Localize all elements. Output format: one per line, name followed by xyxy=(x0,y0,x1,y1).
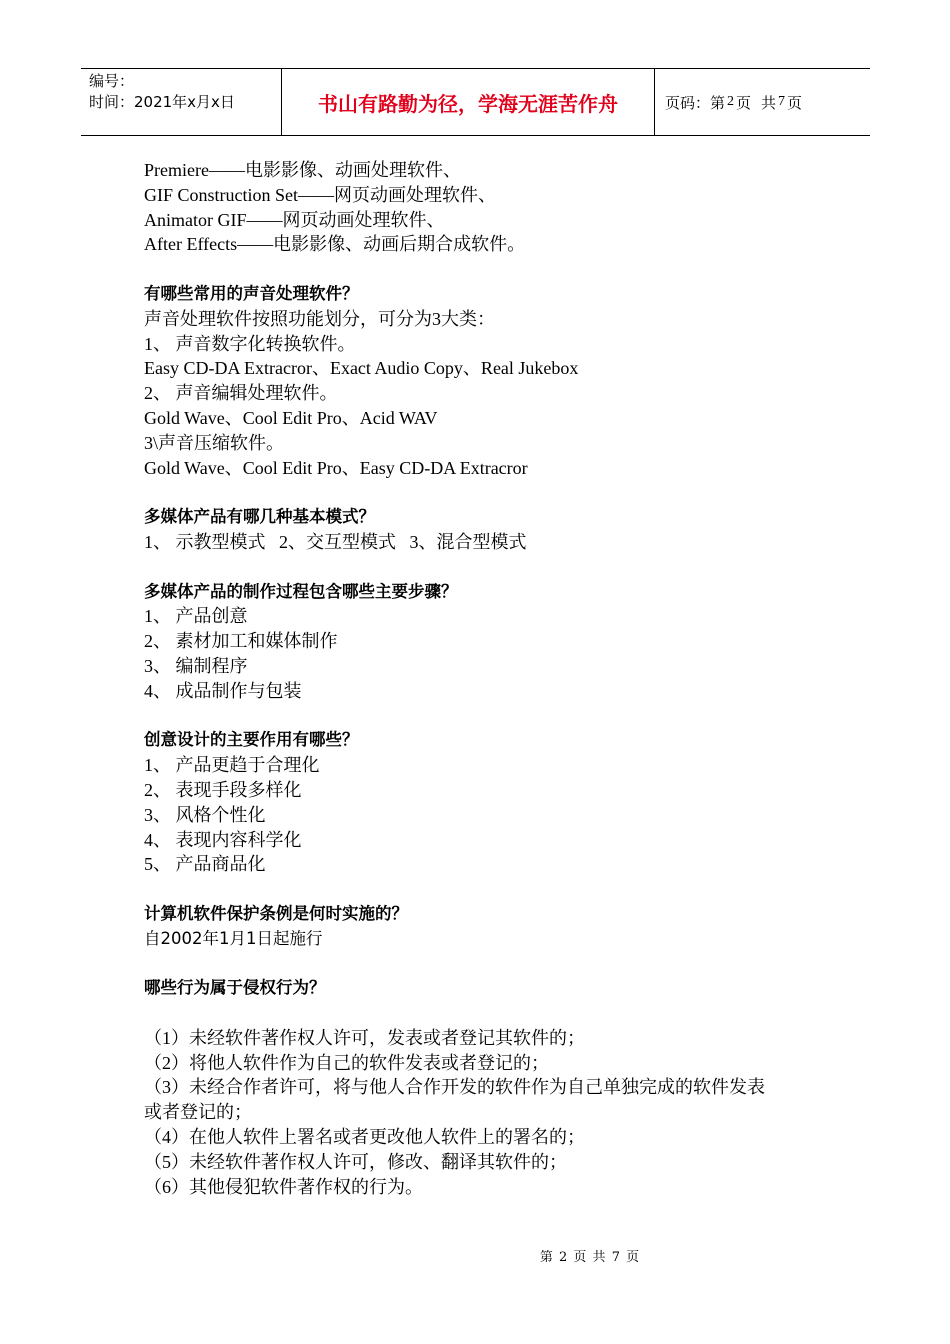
body-line: 1、 产品更趋于合理化 xyxy=(144,755,320,776)
section-question: 创意设计的主要作用有哪些？ xyxy=(144,730,359,750)
body-line: 3\声音压缩软件。 xyxy=(144,432,285,453)
body-line: 1、 产品创意 xyxy=(144,606,248,627)
body-line: 4、 成品制作与包装 xyxy=(144,680,302,701)
body-line: Easy CD-DA Extracror、Exact Audio Copy、Real Jukebox xyxy=(144,358,579,379)
body-line: 2、 表现手段多样化 xyxy=(144,779,302,800)
body-line: 1、 声音数字化转换软件。 xyxy=(144,333,356,354)
body-line: 自2002年1月1日起施行 xyxy=(144,928,323,948)
body-line: 3、 风格个性化 xyxy=(144,804,266,825)
body-line: 声音处理软件按照功能划分，可分为3大类： xyxy=(144,308,495,329)
document-body xyxy=(144,158,824,1199)
body-line: （5）未经软件著作权人许可，修改、翻译其软件的； xyxy=(144,1151,567,1172)
body-line: （3）未经合作者许可，将与他人合作开发的软件作为自己单独完成的软件发表 xyxy=(144,1077,765,1098)
body-line: After Effects——电影影像、动画后期合成软件。 xyxy=(144,234,526,255)
header-motto-cell xyxy=(282,69,655,135)
section-question: 哪些行为属于侵权行为？ xyxy=(144,978,326,998)
page-footer xyxy=(0,1246,950,1265)
blank-line xyxy=(144,257,824,282)
section-question: 计算机软件保护条例是何时实施的？ xyxy=(144,903,408,923)
document-number-label: 编号： xyxy=(89,72,135,90)
page-header xyxy=(81,68,870,136)
blank-line xyxy=(144,704,824,729)
document-date-label: 时间：2021年x月x日 xyxy=(89,93,235,111)
header-page-mid: 页 xyxy=(736,93,752,112)
body-line: Animator GIF——网页动画处理软件、 xyxy=(144,209,445,230)
body-line: （4）在他人软件上署名或者更改他人软件上的署名的； xyxy=(144,1127,585,1148)
body-line: 4、 表现内容科学化 xyxy=(144,829,302,850)
header-page-total-prefix: 共 xyxy=(761,93,777,112)
body-line: （6）其他侵犯软件著作权的行为。 xyxy=(144,1176,423,1197)
body-line: 或者登记的； xyxy=(144,1102,252,1123)
body-line: Premiere——电影影像、动画处理软件、 xyxy=(144,160,461,180)
blank-line xyxy=(144,555,824,580)
blank-line xyxy=(144,1001,824,1026)
body-line: 1、 示教型模式 2、交互型模式 3、混合型模式 xyxy=(144,531,527,552)
blank-line xyxy=(144,952,824,977)
body-line: 3、 编制程序 xyxy=(144,655,248,676)
body-line: GIF Construction Set——网页动画处理软件、 xyxy=(144,184,497,205)
section-question: 有哪些常用的声音处理软件？ xyxy=(144,283,359,303)
header-meta-cell xyxy=(81,69,282,135)
header-page-current: 2 xyxy=(727,94,735,109)
header-motto: 书山有路勤为径，学海无涯苦作舟 xyxy=(318,91,618,116)
header-page-cell xyxy=(655,69,870,135)
header-page-prefix: 页码：第 xyxy=(665,93,726,112)
body-line: （2）将他人软件作为自己的软件发表或者登记的； xyxy=(144,1052,549,1073)
body-line: （1）未经软件著作权人许可，发表或者登记其软件的； xyxy=(144,1027,585,1048)
blank-line xyxy=(144,480,824,505)
body-line: 2、 声音编辑处理软件。 xyxy=(144,383,338,404)
body-line: 5、 产品商品化 xyxy=(144,854,266,875)
section-question: 多媒体产品的制作过程包含哪些主要步骤？ xyxy=(144,581,458,601)
footer-page-number: 第 2 页 共 7 页 xyxy=(539,1250,641,1265)
header-page-suffix: 页 xyxy=(787,93,803,112)
blank-line xyxy=(144,877,824,902)
section-question: 多媒体产品有哪几种基本模式？ xyxy=(144,507,375,527)
body-line: Gold Wave、Cool Edit Pro、Easy CD-DA Extracror xyxy=(144,457,528,478)
body-line: Gold Wave、Cool Edit Pro、Acid WAV xyxy=(144,407,438,428)
header-page-total: 7 xyxy=(778,94,786,109)
body-line: 2、 素材加工和媒体制作 xyxy=(144,631,338,652)
